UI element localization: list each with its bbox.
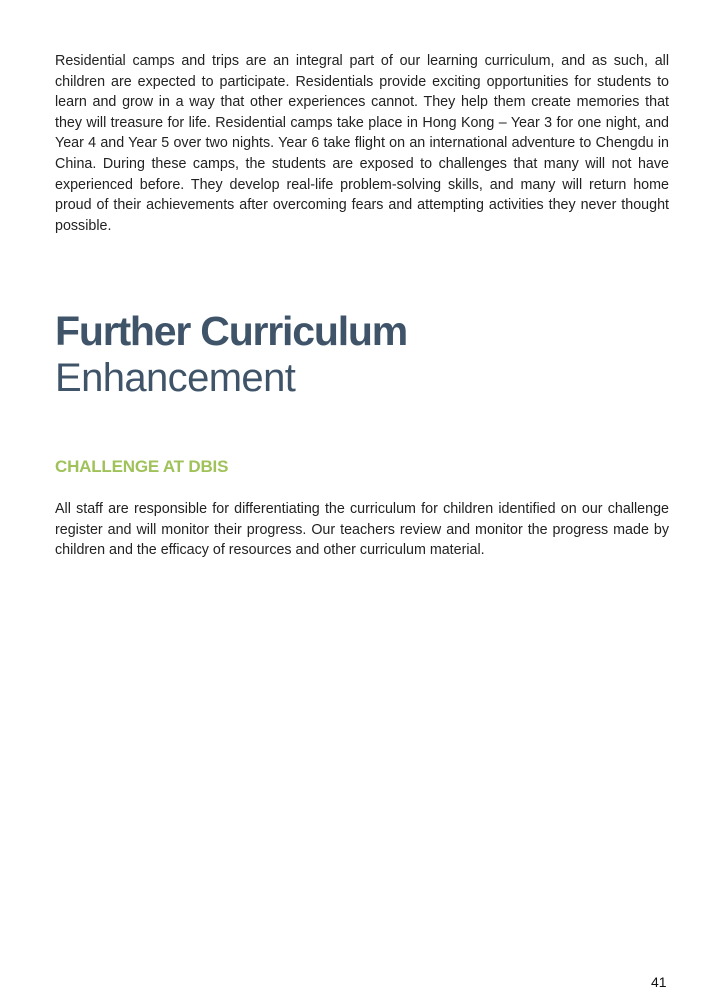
residential-camps-paragraph: Residential camps and trips are an integral part of our learning curriculum, and as such, all children are expected to participate. Residentials provide exciting opportunities for students to learn and grow in a way that other experiences cannot. They help them create memories that they will treasure for life. Residential camps take place in Hong Kong – Year 3 for one night, and Year 4 and Year 5 over two nights. Year 6 take flight on an international adventure to Chengdu in China. During these camps, the students are exposed to challenges that many will not have experienced before. They develop real-life problem-solving skills, and many will return home proud of their achievements after overcoming fears and attempting activities they never thought possible. — [55, 53, 669, 234]
section-heading-light: Enhancement — [55, 356, 296, 400]
challenge-paragraph: All staff are responsible for differentiating the curriculum for children identified on our challenge register and will monitor their progress. Our teachers review and monitor the progress made by children and the efficacy of resources and other curriculum material. — [55, 501, 669, 559]
section-heading — [55, 308, 407, 402]
page-number: 41 — [651, 974, 667, 990]
challenge-subheading: CHALLENGE AT DBIS — [55, 457, 229, 476]
section-heading-bold: Further Curriculum — [55, 308, 407, 354]
